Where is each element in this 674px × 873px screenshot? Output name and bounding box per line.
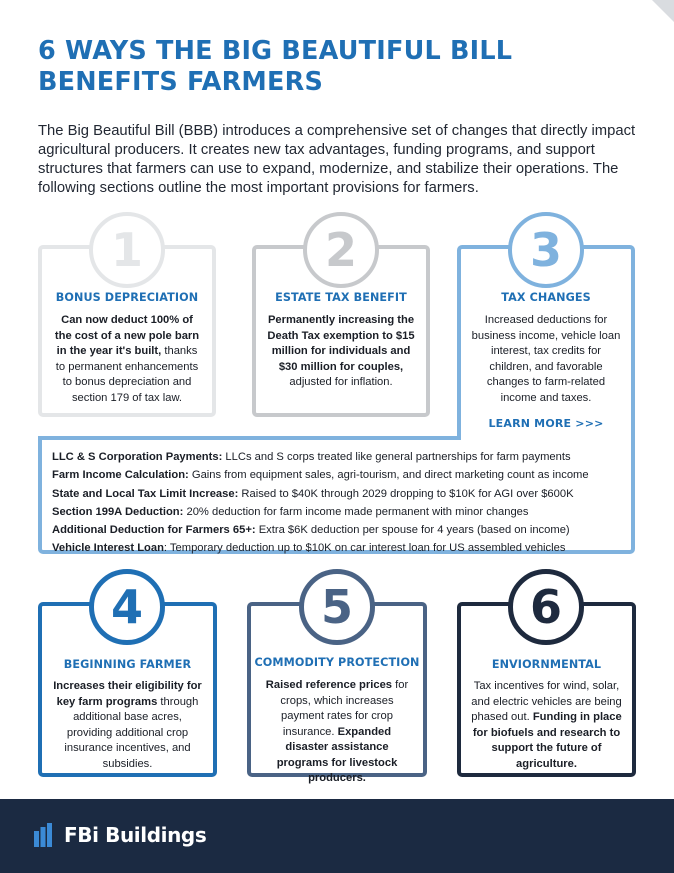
card-title: BONUS DEPRECIATION — [55, 291, 199, 304]
tax-details-list — [52, 448, 625, 558]
card-body — [266, 313, 416, 391]
number-badge-5: 5 — [299, 569, 375, 645]
panel-join — [461, 432, 631, 442]
card-body — [471, 679, 622, 772]
tax-detail-label: Section 199A Deduction: — [52, 505, 184, 518]
tax-detail-item — [52, 485, 625, 503]
card-body-bold-2: Expanded disaster assistance programs for livestock producers. — [276, 725, 398, 784]
tax-detail-item — [52, 503, 625, 521]
tax-detail-label: State and Local Tax Limit Increase: — [52, 487, 239, 500]
card-body-bold: Increases their eligibility for key farm programs — [53, 680, 202, 708]
tax-detail-text: Gains from equipment sales, agri-tourism, and direct marketing count as income — [188, 469, 589, 482]
page-title — [38, 36, 598, 98]
card-body-text: Tax incentives for wind, solar, and electric vehicles are being phased out. — [471, 680, 622, 723]
tax-detail-text: 20% deduction for farm income made permanent with minor changes — [183, 505, 529, 518]
tax-detail-text: Raised to $40K through 2029 dropping to $10K for AGI over $600K — [238, 487, 574, 500]
brand-logo[interactable] — [34, 823, 206, 847]
card-body-bold-2: Funding in place for biofuels and research to support the future of agriculture. — [472, 711, 622, 770]
intro-paragraph: The Big Beautiful Bill (BBB) introduces a comprehensive set of changes that directly impact agricultural producers. It creates new tax advantages, funding programs, and support structures that farmers can use to expand, modernize, and stabilize their operations. The following sections outline the most important provisions for farmers. — [38, 123, 636, 196]
card-body-bold: Raised reference prices — [265, 679, 393, 691]
card-body — [265, 678, 409, 787]
footer-bar — [0, 799, 674, 873]
number-badge-2: 2 — [303, 212, 379, 288]
brand-name: FBi Buildings — [64, 823, 207, 847]
tax-detail-item — [52, 521, 625, 539]
card-body-bold: Can now deduct 100% of the cost of a new pole barn in the year it's built, — [54, 314, 200, 357]
card-body-text: for crops, which increases payment rates for crop insurance. — [280, 679, 409, 738]
card-title: ESTATE TAX BENEFIT — [275, 291, 407, 304]
card-beginning-farmer — [38, 580, 217, 777]
tax-changes-details-panel — [38, 436, 635, 554]
card-tax-changes — [457, 223, 635, 440]
card-body — [52, 679, 203, 772]
card-title: ENVIORNMENTAL — [491, 658, 602, 671]
card-title: TAX CHANGES — [501, 291, 591, 304]
tax-detail-item — [52, 448, 625, 466]
number-badge-6: 6 — [508, 569, 584, 645]
tax-detail-item — [52, 539, 625, 557]
card-title: BEGINNING FARMER — [63, 658, 192, 671]
page-title-line-1: 6 WAYS THE BIG BEAUTIFUL BILL — [38, 36, 513, 66]
card-body-text: adjusted for inflation. — [289, 376, 393, 388]
tax-detail-label: Additional Deduction for Farmers 65+: — [52, 524, 256, 537]
page-corner-fold — [652, 0, 674, 22]
card-body: Increased deductions for business income, vehicle loan interest, tax credits for children, and favorable changes to farm-related income and taxes. — [471, 314, 621, 404]
tax-detail-text: Extra $6K deduction per spouse for 4 years (based on income) — [255, 524, 570, 537]
card-body — [52, 313, 202, 406]
tax-detail-label: Farm Income Calculation: — [52, 469, 189, 482]
card-body-bold: Permanently increasing the Death Tax exemption to $15 million for individuals and $30 million for couples, — [267, 314, 415, 373]
tax-detail-label: Vehicle Interest Loan — [52, 542, 164, 555]
fbi-columns-logo-icon — [34, 823, 56, 847]
tax-detail-item — [52, 466, 625, 484]
learn-more-link[interactable]: LEARN MORE >>> — [488, 417, 604, 430]
card-body-text: thanks to permanent enhancements to bonus depreciation and section 179 of tax law. — [55, 345, 199, 404]
number-badge-4: 4 — [89, 569, 165, 645]
tax-detail-text: : Temporary deduction up to $10K on car interest loan for US assembled vehicles — [163, 542, 566, 555]
card-estate-tax-benefit — [252, 223, 430, 417]
card-bonus-depreciation — [38, 223, 216, 417]
card-body-text: through additional base acres, providing additional crop insurance incentives, and subsidies. — [64, 695, 199, 770]
tax-detail-label: LLC & S Corporation Payments: — [52, 451, 223, 463]
card-title: COMMODITY PROTECTION — [254, 656, 420, 669]
card-environmental — [457, 580, 636, 777]
number-badge-3: 3 — [508, 212, 584, 288]
page-title-line-2: BENEFITS FARMERS — [38, 67, 324, 97]
number-badge-1: 1 — [89, 212, 165, 288]
card-commodity-protection — [247, 580, 427, 784]
tax-detail-text: LLCs and S corps treated like general partnerships for farm payments — [222, 451, 571, 463]
